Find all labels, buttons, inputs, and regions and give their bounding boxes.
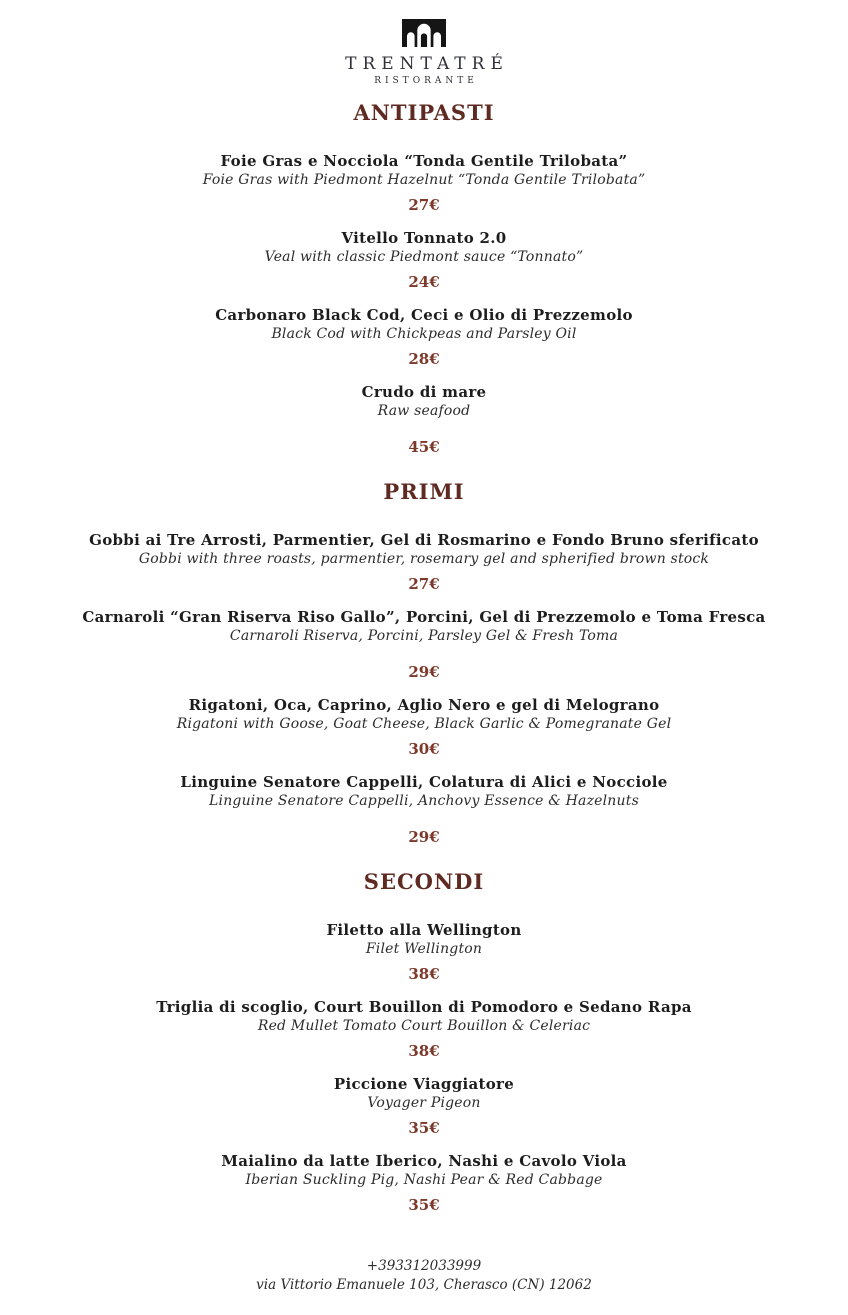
menu-item (40, 607, 808, 682)
section-secondi (0, 869, 848, 1215)
menu-item (40, 151, 808, 215)
dish-translation: Foie Gras with Piedmont Hazelnut “Tonda Gentile Trilobata” (202, 172, 646, 188)
dish-name: Vitello Tonnato 2.0 (341, 229, 507, 247)
menu-item (40, 1151, 808, 1215)
dish-name: Crudo di mare (361, 383, 487, 401)
dish-translation: Black Cod with Chickpeas and Parsley Oil (271, 326, 577, 342)
section-antipasti (0, 100, 848, 457)
menu-item (40, 382, 808, 457)
dish-name: Linguine Senatore Cappelli, Colatura di Alici e Nocciole (180, 773, 668, 791)
dish-name: Triglia di scoglio, Court Bouillon di Pomodoro e Sedano Rapa (156, 998, 692, 1016)
dish-translation: Filet Wellington (365, 941, 483, 957)
menu-item (40, 997, 808, 1061)
dish-price: 28€ (408, 350, 440, 368)
dish-name: Gobbi ai Tre Arrosti, Parmentier, Gel di Rosmarino e Fondo Bruno sferificato (89, 531, 759, 549)
section-title: SECONDI (363, 869, 485, 894)
dish-price: 27€ (408, 575, 440, 593)
dish-price: 38€ (408, 1042, 440, 1060)
dish-translation: Gobbi with three roasts, parmentier, rosemary gel and spherified brown stock (138, 551, 710, 567)
dish-translation: Carnaroli Riserva, Porcini, Parsley Gel & Fresh Toma (229, 628, 619, 644)
arches-logo-icon (399, 18, 449, 48)
brand-name: TRENTATRÉ (345, 54, 509, 74)
dish-price: 24€ (408, 273, 440, 291)
footer-address: via Vittorio Emanuele 103, Cherasco (CN) 12062 (256, 1277, 592, 1293)
dish-translation: Rigatoni with Goose, Goat Cheese, Black Garlic & Pomegranate Gel (176, 716, 672, 732)
menu-item (40, 1074, 808, 1138)
dish-price: 35€ (408, 1119, 440, 1137)
dish-name: Carbonaro Black Cod, Ceci e Olio di Prezzemolo (215, 306, 633, 324)
menu-item (40, 228, 808, 292)
dish-translation: Voyager Pigeon (367, 1095, 481, 1111)
dish-price: 38€ (408, 965, 440, 983)
footer (0, 1257, 848, 1315)
dish-price: 29€ (408, 828, 440, 846)
dish-translation: Red Mullet Tomato Court Bouillon & Celeriac (257, 1018, 591, 1034)
dish-name: Filetto alla Wellington (326, 921, 522, 939)
menu-item (40, 530, 808, 594)
menu-item (40, 920, 808, 984)
menu-item (40, 772, 808, 847)
dish-translation: Raw seafood (377, 403, 471, 419)
section-title: ANTIPASTI (353, 100, 495, 125)
menu-item (40, 695, 808, 759)
footer-phone: +393312033999 (366, 1258, 482, 1274)
menu-item (40, 305, 808, 369)
dish-name: Piccione Viaggiatore (333, 1075, 515, 1093)
dish-name: Maialino da latte Iberico, Nashi e Cavolo Viola (221, 1152, 627, 1170)
dish-price: 30€ (408, 740, 440, 758)
brand-subtitle: RISTORANTE (374, 76, 478, 86)
dish-translation: Linguine Senatore Cappelli, Anchovy Essence & Hazelnuts (209, 793, 639, 809)
dish-name: Foie Gras e Nocciola “Tonda Gentile Trilobata” (220, 152, 628, 170)
section-primi (0, 479, 848, 847)
dish-price: 29€ (408, 663, 440, 681)
dish-name: Carnaroli “Gran Riserva Riso Gallo”, Porcini, Gel di Prezzemolo e Toma Fresca (82, 608, 766, 626)
section-title: PRIMI (383, 479, 465, 504)
dish-translation: Veal with classic Piedmont sauce “Tonnato” (264, 249, 584, 265)
dish-price: 27€ (408, 196, 440, 214)
brand-header (0, 18, 848, 86)
dish-price: 45€ (408, 438, 440, 456)
dish-price: 35€ (408, 1196, 440, 1214)
dish-translation: Iberian Suckling Pig, Nashi Pear & Red Cabbage (245, 1172, 603, 1188)
dish-name: Rigatoni, Oca, Caprino, Aglio Nero e gel di Melograno (188, 696, 660, 714)
